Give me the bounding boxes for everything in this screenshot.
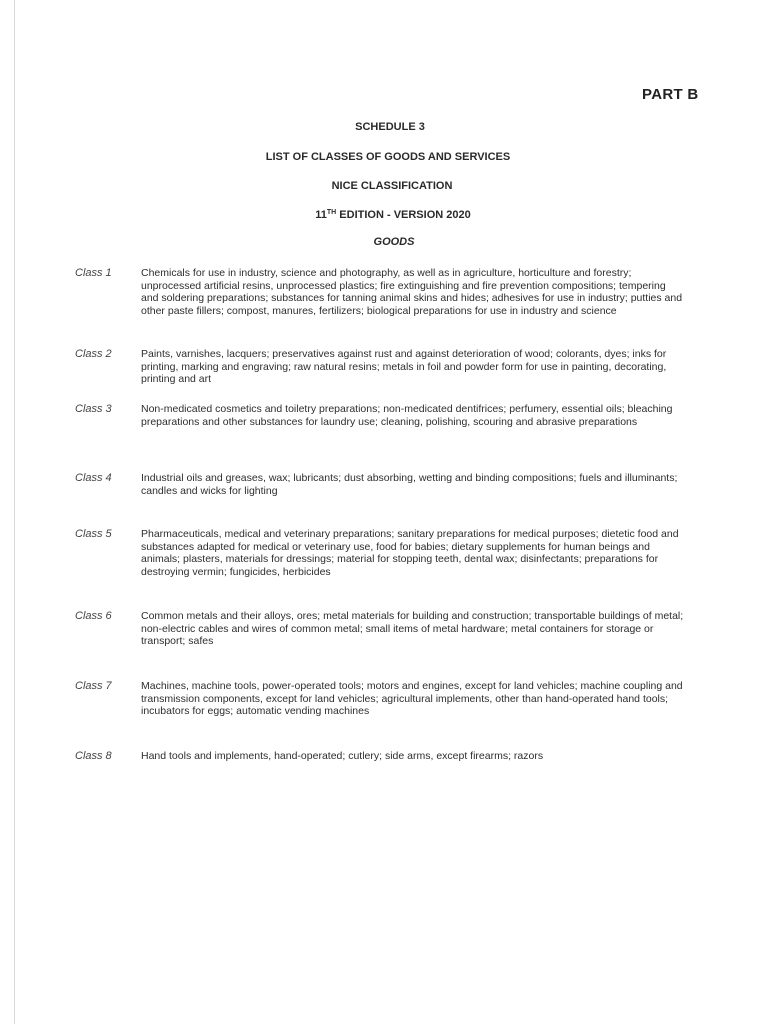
class-label: Class 3 (75, 403, 112, 415)
edition-rest: EDITION - VERSION 2020 (336, 209, 471, 221)
part-label: PART B (642, 86, 699, 103)
class-description: Common metals and their alloys, ores; metal materials for building and construction; transportable buildings of metal; non-electric cables and wires of common metal; small items of metal hardware; metal containers for storage or transport; safes (141, 610, 684, 648)
section-heading-goods: GOODS (373, 236, 415, 248)
class-description: Machines, machine tools, power-operated tools; motors and engines, except for land vehicles; machine coupling and transmission components, except for land vehicles; agricultural implements, other than hand-operated hand tools; incubators for eggs; automatic vending machines (141, 680, 683, 718)
class-label: Class 8 (75, 750, 112, 762)
class-label: Class 1 (75, 267, 112, 279)
class-label: Class 6 (75, 610, 112, 622)
class-description: Industrial oils and greases, wax; lubricants; dust absorbing, wetting and binding compositions; fuels and illuminants; candles and wicks for lighting (141, 472, 678, 497)
list-title: LIST OF CLASSES OF GOODS AND SERVICES (265, 151, 511, 163)
edition-suffix: TH (326, 209, 337, 216)
class-label: Class 4 (75, 472, 112, 484)
classification-heading: NICE CLASSIFICATION (331, 180, 453, 192)
class-description: Non-medicated cosmetics and toiletry preparations; non-medicated dentifrices; perfumery, essential oils; bleaching preparations and other substances for laundry use; cleaning, polishing, scouring and abrasive preparations (141, 403, 673, 428)
class-label: Class 7 (75, 680, 112, 692)
class-label: Class 2 (75, 348, 112, 360)
schedule-heading: SCHEDULE 3 (355, 121, 425, 133)
class-description: Paints, varnishes, lacquers; preservatives against rust and against deterioration of wood; colorants, dyes; inks for printing, marking and engraving; raw natural resins; metals in foil and powder form for use in painting, decorating, printing and art (141, 348, 667, 386)
edition-number: 11 (315, 209, 327, 221)
class-label: Class 5 (75, 528, 112, 540)
class-description: Hand tools and implements, hand-operated; cutlery; side arms, except firearms; razors (141, 750, 544, 762)
class-description: Pharmaceuticals, medical and veterinary preparations; sanitary preparations for medical purposes; dietetic food and substances adapted for medical or veterinary use, food for babies; dietary supplements for human beings and animals; plasters, materials for dressings; material for stopping teeth, dental wax; disinfectants; preparations for destroying vermin; fungicides, herbicides (141, 528, 679, 578)
class-description: Chemicals for use in industry, science and photography, as well as in agriculture, horticulture and forestry; unprocessed artificial resins, unprocessed plastics; fire extinguishing and fire prevention compositions; tempering and soldering preparations; substances for tanning animal skins and hides; adhesives for use in industry; putties and other paste fillers; compost, manures, fertilizers; biological preparations for use in industry and science (141, 267, 683, 317)
edition-heading (0, 209, 768, 221)
